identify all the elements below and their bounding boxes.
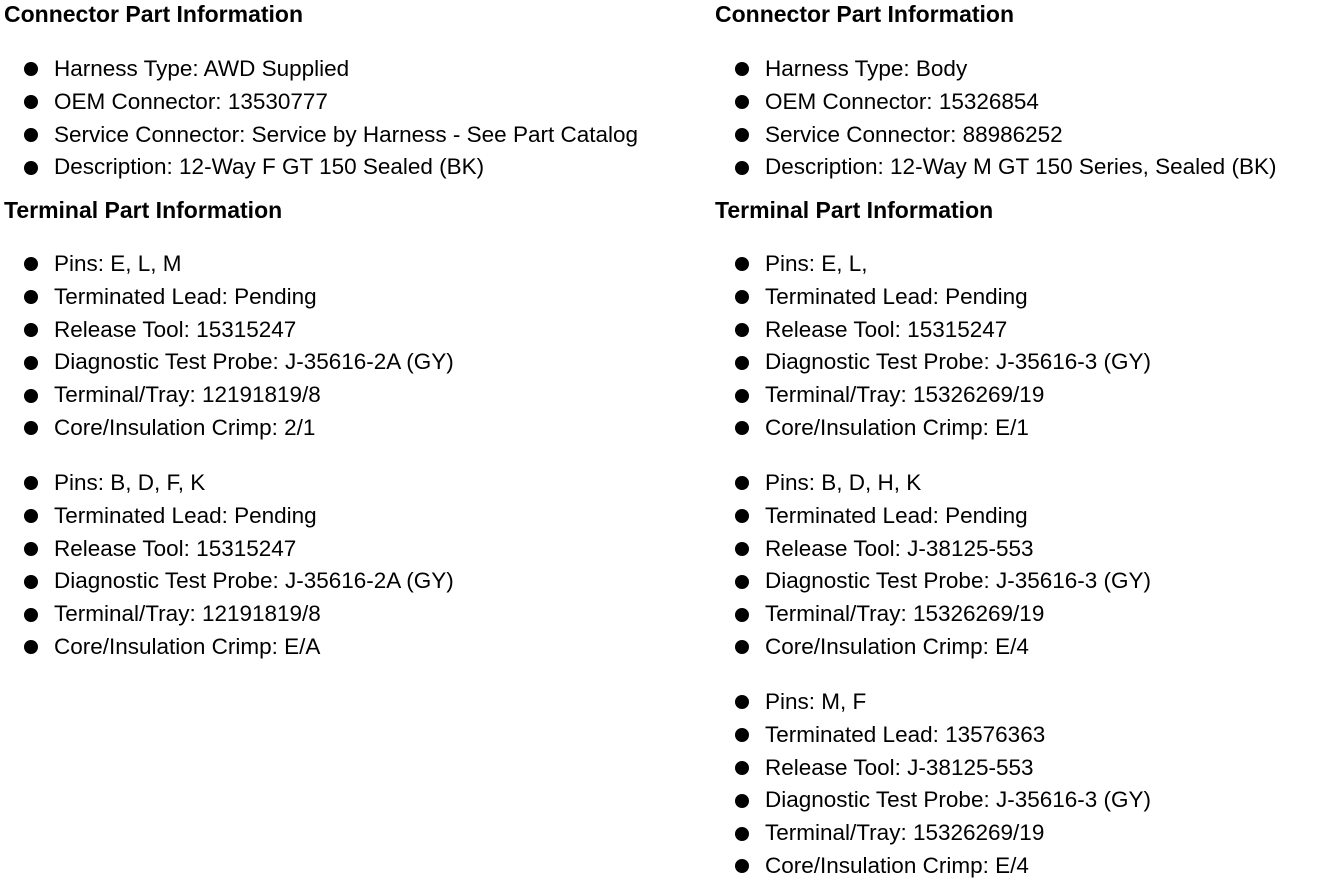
- list-item: [4, 86, 638, 119]
- list-item: [715, 850, 1151, 883]
- description: Description: 12-Way F GT 150 Sealed (BK): [54, 154, 485, 180]
- list-item: [4, 631, 454, 664]
- core-insulation-crimp: Core/Insulation Crimp: E/A: [54, 633, 321, 659]
- bullet-icon: [735, 827, 749, 841]
- bullet-icon: [24, 608, 38, 622]
- left-connector-column: [4, 0, 710, 886]
- terminal-tray: Terminal/Tray: 12191819/8: [54, 382, 321, 408]
- pins: Pins: B, D, H, K: [765, 470, 922, 495]
- terminal-group: [715, 248, 1151, 445]
- bullet-icon: [24, 323, 38, 337]
- diagnostic-test-probe: Diagnostic Test Probe: J-35616-2A (GY): [54, 349, 454, 375]
- list-item: [715, 151, 1276, 184]
- terminal-tray: Terminal/Tray: 15326269/19: [765, 601, 1045, 627]
- diagnostic-test-probe: Diagnostic Test Probe: J-35616-3 (GY): [765, 568, 1152, 594]
- list-item: [715, 598, 1151, 631]
- release-tool: Release Tool: J-38125-553: [765, 535, 1034, 561]
- connector-part-list: [715, 53, 1276, 184]
- service-connector: Service Connector: Service by Harness - See Part Catalog: [54, 121, 639, 147]
- list-item: [715, 281, 1151, 314]
- terminal-group: [4, 248, 454, 445]
- diagnostic-test-probe: Diagnostic Test Probe: J-35616-3 (GY): [765, 349, 1152, 375]
- bullet-icon: [24, 421, 38, 435]
- terminal-tray: Terminal/Tray: 15326269/19: [765, 820, 1045, 846]
- bullet-icon: [735, 161, 749, 175]
- connector-part-list: [4, 53, 638, 184]
- core-insulation-crimp: Core/Insulation Crimp: E/4: [765, 852, 1029, 878]
- list-item: [4, 151, 638, 184]
- list-item: [715, 500, 1151, 533]
- terminal-group: [715, 467, 1151, 664]
- bullet-icon: [24, 257, 38, 271]
- list-item: [4, 500, 454, 533]
- list-item: [715, 412, 1151, 445]
- connector-part-heading: Connector Part Information: [715, 1, 1015, 27]
- list-item: [715, 379, 1151, 412]
- terminal-part-heading: Terminal Part Information: [715, 197, 994, 223]
- bullet-icon: [735, 542, 749, 556]
- bullet-icon: [735, 389, 749, 403]
- bullet-icon: [735, 95, 749, 109]
- list-item: [715, 719, 1151, 752]
- terminal-tray: Terminal/Tray: 15326269/19: [765, 382, 1045, 408]
- list-item: [715, 752, 1151, 785]
- terminated-lead: Terminated Lead: Pending: [765, 283, 1028, 309]
- connector-part-heading: Connector Part Information: [4, 1, 304, 27]
- bullet-icon: [24, 161, 38, 175]
- oem-connector: OEM Connector: 13530777: [54, 88, 328, 114]
- terminal-tray: Terminal/Tray: 12191819/8: [54, 601, 321, 627]
- bullet-icon: [735, 728, 749, 742]
- list-item: [4, 314, 454, 347]
- bullet-icon: [24, 640, 38, 654]
- list-item: [4, 533, 454, 566]
- list-item: [4, 565, 454, 598]
- bullet-icon: [24, 95, 38, 109]
- list-item: [4, 281, 454, 314]
- bullet-icon: [735, 257, 749, 271]
- bullet-icon: [735, 509, 749, 523]
- list-item: [4, 53, 638, 86]
- bullet-icon: [735, 608, 749, 622]
- description: Description: 12-Way M GT 150 Series, Sealed (BK): [765, 154, 1277, 180]
- list-item: [715, 784, 1151, 817]
- bullet-icon: [735, 323, 749, 337]
- bullet-icon: [735, 575, 749, 589]
- terminated-lead: Terminated Lead: Pending: [765, 502, 1028, 528]
- list-item: [715, 86, 1276, 119]
- core-insulation-crimp: Core/Insulation Crimp: E/1: [765, 414, 1029, 440]
- pins: Pins: M, F: [765, 689, 867, 714]
- oem-connector: OEM Connector: 15326854: [765, 88, 1039, 114]
- list-item: [715, 248, 1151, 281]
- bullet-icon: [735, 761, 749, 775]
- bullet-icon: [735, 476, 749, 490]
- bullet-icon: [24, 356, 38, 370]
- list-item: [4, 346, 454, 379]
- core-insulation-crimp: Core/Insulation Crimp: E/4: [765, 633, 1029, 659]
- list-item: [715, 467, 1151, 500]
- core-insulation-crimp: Core/Insulation Crimp: 2/1: [54, 414, 316, 440]
- pins: Pins: E, L,: [765, 251, 868, 276]
- list-item: [4, 412, 454, 445]
- service-connector: Service Connector: 88986252: [765, 121, 1063, 147]
- list-item: [715, 314, 1151, 347]
- harness-type: Harness Type: Body: [765, 56, 968, 81]
- bullet-icon: [24, 476, 38, 490]
- diagnostic-test-probe: Diagnostic Test Probe: J-35616-3 (GY): [765, 787, 1152, 813]
- terminal-part-heading: Terminal Part Information: [4, 197, 283, 223]
- list-item: [715, 817, 1151, 850]
- release-tool: Release Tool: 15315247: [54, 535, 297, 561]
- list-item: [715, 346, 1151, 379]
- list-item: [715, 119, 1276, 152]
- terminated-lead: Terminated Lead: Pending: [54, 283, 317, 309]
- bullet-icon: [735, 794, 749, 808]
- list-item: [4, 467, 454, 500]
- right-connector-column: [715, 0, 1344, 886]
- bullet-icon: [735, 859, 749, 873]
- bullet-icon: [24, 62, 38, 76]
- bullet-icon: [735, 695, 749, 709]
- bullet-icon: [735, 128, 749, 142]
- bullet-icon: [24, 509, 38, 523]
- bullet-icon: [24, 389, 38, 403]
- release-tool: Release Tool: 15315247: [765, 316, 1008, 342]
- bullet-icon: [735, 356, 749, 370]
- bullet-icon: [735, 290, 749, 304]
- list-item: [4, 248, 454, 281]
- list-item: [715, 686, 1151, 719]
- terminal-group: [715, 686, 1151, 883]
- list-item: [4, 119, 638, 152]
- terminated-lead: Terminated Lead: Pending: [54, 502, 317, 528]
- diagnostic-test-probe: Diagnostic Test Probe: J-35616-2A (GY): [54, 568, 454, 594]
- list-item: [4, 379, 454, 412]
- list-item: [4, 598, 454, 631]
- list-item: [715, 631, 1151, 664]
- bullet-icon: [24, 128, 38, 142]
- terminated-lead: Terminated Lead: 13576363: [765, 721, 1046, 747]
- terminal-group: [4, 467, 454, 664]
- bullet-icon: [735, 62, 749, 76]
- bullet-icon: [735, 640, 749, 654]
- harness-type: Harness Type: AWD Supplied: [54, 56, 350, 81]
- bullet-icon: [24, 290, 38, 304]
- bullet-icon: [24, 575, 38, 589]
- pins: Pins: B, D, F, K: [54, 470, 206, 495]
- list-item: [715, 533, 1151, 566]
- bullet-icon: [24, 542, 38, 556]
- release-tool: Release Tool: J-38125-553: [765, 754, 1034, 780]
- list-item: [715, 565, 1151, 598]
- release-tool: Release Tool: 15315247: [54, 316, 297, 342]
- list-item: [715, 53, 1276, 86]
- bullet-icon: [735, 421, 749, 435]
- pins: Pins: E, L, M: [54, 251, 182, 276]
